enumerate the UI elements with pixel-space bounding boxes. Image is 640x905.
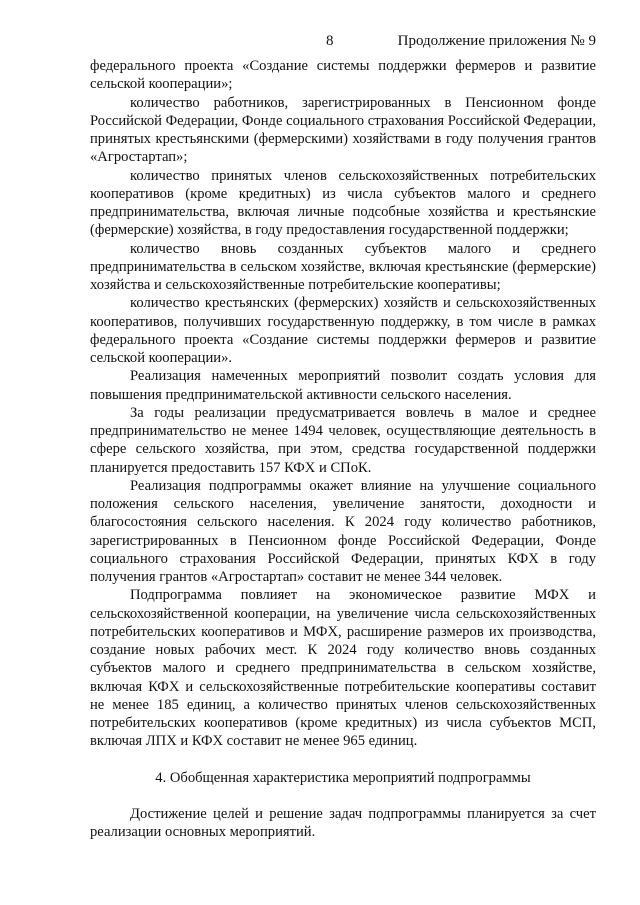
body-paragraph: Подпрограмма повлияет на экономическое развитие МФХ и сельскохозяйственной кооперации, на увеличение числа сельскохозяйственных потребительских кооперативов и МФХ, расширение размеров их производства, создание новых рабочих мест. К 2024 году количество вновь созданных субъектов малого и среднего предпринимательства в сельском хозяйстве, включая КФХ и сельскохозяйственные потребительские кооперативы составит не менее 185 единиц, а количество принятых членов сельскохозяйственных потребительских кооперативов (кроме кредитных) из числа субъектов МСП, включая ЛПХ и КФХ составит не менее 965 единиц. xyxy=(90,587,596,750)
document-body xyxy=(90,57,596,841)
body-paragraph: количество принятых членов сельскохозяйственных потребительских кооперативов (кроме кредитных) из числа субъектов малого и среднего предпринимательства, включая личные подсобные хозяйства и крестьянские (фермерские) хозяйства, в году предоставления государственной поддержки; xyxy=(90,167,596,239)
body-paragraph: количество крестьянских (фермерских) хозяйств и сельскохозяйственных кооперативов, получивших государственную поддержку, в том числе в рамках федерального проекта «Создание системы поддержки фермеров и развитие сельской кооперации». xyxy=(90,295,596,366)
section-heading: 4. Обобщенная характеристика мероприятий подпрограммы xyxy=(155,769,531,786)
body-paragraph: количество вновь созданных субъектов малого и среднего предпринимательства в сельском хозяйстве, включая крестьянские (фермерские) хозяйства и сельскохозяйственные потребительские кооперативы; xyxy=(90,240,596,293)
body-paragraph: За годы реализации предусматривается вовлечь в малое и среднее предпринимательство не менее 1494 человек, осуществляющие деятельность в сфере сельского хозяйства, при этом, средства государственной поддержки планируется предоставить 157 КФХ и СПоК. xyxy=(90,404,596,476)
body-paragraph: Реализация подпрограммы окажет влияние на улучшение социального положения сельского населения, увеличение занятости, доходности и благосостояния сельского населения. К 2024 году количество работников, зарегистрированных в Пенсионном фонде Российской Федерации, Фонде социального страхования Российской Федерации, принятых КФХ в году получения грантов «Агростартап» составит не менее 344 человек. xyxy=(90,477,596,585)
body-paragraph: федерального проекта «Создание системы поддержки фермеров и развитие сельской кооперации»; xyxy=(90,58,596,93)
body-paragraph: количество работников, зарегистрированных в Пенсионном фонде Российской Федерации, Фонде социального страхования Российской Федерации, принятых крестьянскими (фермерскими) хозяйствами в году получения грантов «Агростартап»; xyxy=(90,94,596,166)
page-number: 8 xyxy=(326,33,334,49)
body-paragraph: Реализация намеченных мероприятий позволит создать условия для повышения предпринимательской активности сельского населения. xyxy=(90,368,596,403)
appendix-continuation-note: Продолжение приложения № 9 xyxy=(397,33,596,49)
section-paragraph: Достижение целей и решение задач подпрограммы планируется за счет реализации основных мероприятий. xyxy=(90,805,596,840)
